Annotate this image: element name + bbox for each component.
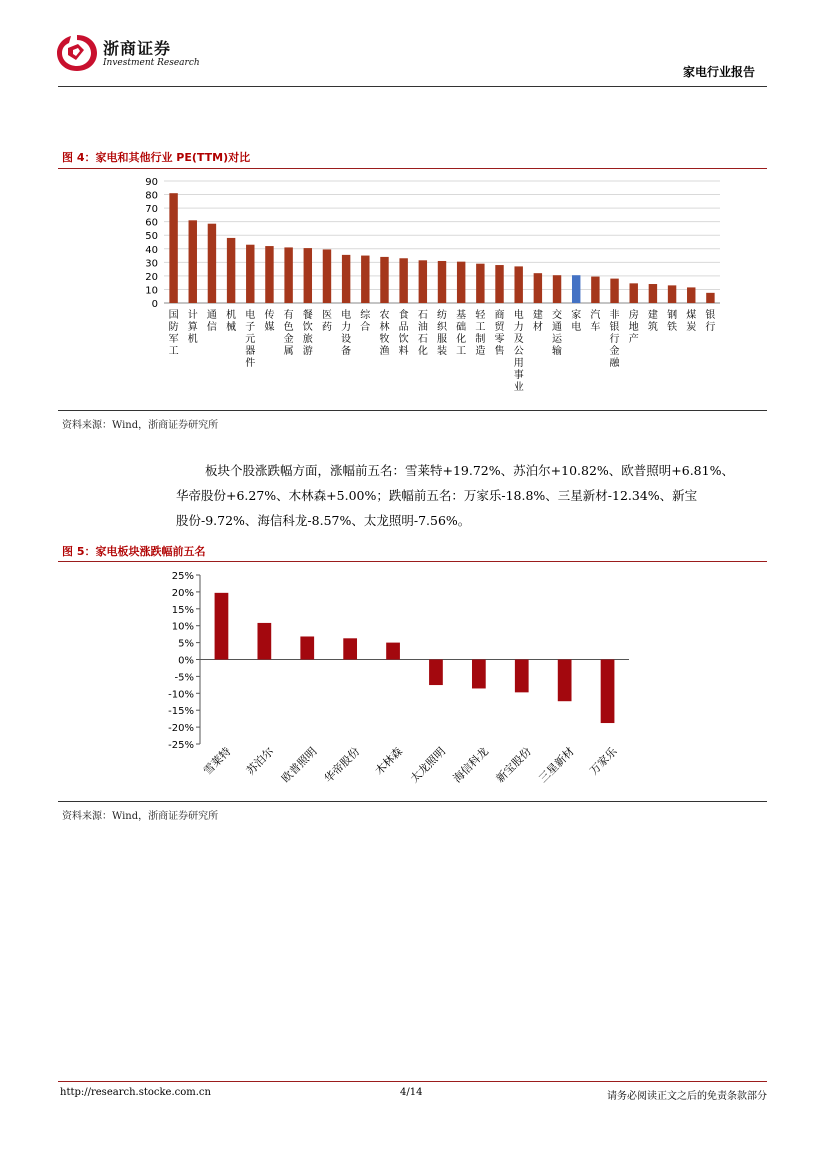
y-tick-label: 5% [178,638,194,650]
bar [284,247,292,303]
logo-text-cn: 浙商证券 [103,39,172,58]
bar [257,623,271,660]
y-tick-label: 80 [145,190,158,202]
bar [649,284,657,303]
x-tick-label: 银行 [705,310,716,333]
x-tick-label: 万家乐 [587,744,620,778]
x-tick-label: 三星新材 [536,744,577,786]
y-tick-label: 20 [145,271,158,283]
x-tick-label: 海信科龙 [450,744,491,786]
bar [215,593,229,660]
bar [591,277,599,303]
report-type-label: 家电行业报告 [682,65,755,79]
paragraph-line: 华帝股份+6.27%、木林森+5.00%；跌幅前五名：万家乐-18.8%、三星新材-12.34%、新宝 [176,488,698,503]
x-tick-label: 综合 [360,310,371,333]
paragraph-line: 板块个股涨跌幅方面，涨幅前五名：雪莱特+19.72%、苏泊尔+10.82%、欧普照明+6.81%、 [205,463,734,478]
bar [601,660,615,724]
x-tick-label: 房地产 [628,310,639,345]
bar [300,636,314,659]
bar [246,245,254,303]
header-divider [58,86,767,87]
y-tick-label: 30 [145,258,158,270]
x-tick-label: 非银行金融 [609,310,620,369]
y-tick-label: 60 [145,217,158,229]
bar [265,246,273,303]
x-tick-label: 煤炭 [686,310,697,333]
page-number: 4/14 [400,1087,423,1098]
y-tick-label: 10 [145,285,158,297]
x-tick-label: 苏泊尔 [243,744,277,778]
x-tick-label: 新宝股份 [493,744,534,786]
bar [630,283,638,303]
x-tick-label: 钢铁 [667,310,678,333]
x-tick-label: 机械 [226,310,237,333]
x-tick-label: 电力设备 [341,310,352,357]
x-tick-label: 有色金属 [283,310,294,357]
x-tick-label: 建筑 [647,310,658,333]
footer-divider [58,1081,767,1082]
x-tick-label: 家电 [571,310,582,333]
footer-disclaimer: 请务必阅读正文之后的免责条款部分 [607,1091,767,1102]
bar [706,293,714,303]
bar [386,643,400,660]
bar [380,257,388,303]
bar [399,258,407,303]
bar [304,248,312,303]
bar [472,660,486,689]
bar [514,266,522,303]
bar [208,224,216,303]
figure5-change-chart [165,566,635,796]
bar [515,660,529,693]
x-tick-label: 餐饮旅游 [302,310,313,357]
bar [343,638,357,659]
body-paragraph [176,458,768,533]
y-tick-label: -15% [168,706,194,718]
bar [534,273,542,303]
bar [429,660,443,686]
y-tick-label: 0 [151,299,158,310]
bar [227,238,235,303]
x-tick-label: 计算机 [187,310,198,345]
x-tick-label: 基础化工 [456,310,467,357]
x-tick-label: 纺织服装 [437,310,447,357]
y-tick-label: 50 [145,231,158,243]
x-tick-label: 交通运输 [552,310,563,357]
x-tick-label: 石油石化 [417,310,428,357]
x-tick-label: 农林牧渔 [379,310,390,357]
bar [572,275,580,303]
figure5-title: 图 5：家电板块涨跌幅前五名 [62,545,206,558]
bar [342,255,350,303]
x-tick-label: 雪莱特 [201,744,234,778]
y-tick-label: 25% [171,571,194,582]
bar [361,256,369,303]
bar [189,220,197,303]
x-tick-label: 电力及公用事业 [513,310,524,393]
figure4-pe-chart [130,172,730,397]
bar [558,660,572,702]
y-tick-label: 40 [145,244,158,256]
bar [610,279,618,303]
y-tick-label: -25% [168,740,194,751]
bar [476,264,484,303]
y-tick-label: -20% [168,723,194,735]
bar [323,249,331,303]
logo-text-en: Investment Research [103,58,200,68]
x-tick-label: 轻工制造 [475,310,486,357]
x-tick-label: 商贸零售 [494,310,505,357]
y-tick-label: 15% [171,604,194,616]
figure4-top-rule [58,168,767,169]
y-tick-label: 10% [171,621,194,633]
bar [687,287,695,303]
x-tick-label: 传媒 [264,310,275,333]
y-tick-label: 0% [178,655,194,667]
x-tick-label: 食品饮料 [398,310,409,357]
figure5-top-rule [58,561,767,562]
y-tick-label: 20% [171,587,194,599]
bar [419,260,427,303]
x-tick-label: 建材 [532,310,543,333]
x-tick-label: 木林森 [372,744,406,778]
figure5-source: 资料来源：Wind，浙商证券研究所 [62,811,219,822]
company-logo-icon [55,33,99,73]
x-tick-label: 欧普照明 [279,744,320,786]
x-tick-label: 通信 [206,310,217,333]
figure4-bottom-rule [58,410,767,411]
bar [169,193,177,303]
x-tick-label: 电子元器件 [245,310,256,369]
bar [438,261,446,303]
bar [553,275,561,303]
x-tick-label: 华帝股份 [321,744,363,786]
x-tick-label: 国防军工 [168,310,179,357]
footer-url-link[interactable]: http://research.stocke.com.cn [60,1087,211,1098]
bar [668,285,676,303]
y-tick-label: 70 [145,204,158,216]
bar [457,262,465,303]
x-tick-label: 医药 [321,310,332,333]
figure4-source: 资料来源：Wind，浙商证券研究所 [62,420,219,431]
bar [495,265,503,303]
x-tick-label: 太龙照明 [407,744,449,786]
y-tick-label: 90 [145,177,158,188]
figure5-bottom-rule [58,801,767,802]
x-tick-label: 汽车 [590,310,601,333]
figure4-title: 图 4：家电和其他行业 PE(TTM)对比 [62,151,251,164]
paragraph-line: 股份-9.72%、海信科龙-8.57%、太龙照明-7.56%。 [176,513,471,528]
y-tick-label: -10% [168,689,194,701]
y-tick-label: -5% [174,672,194,684]
